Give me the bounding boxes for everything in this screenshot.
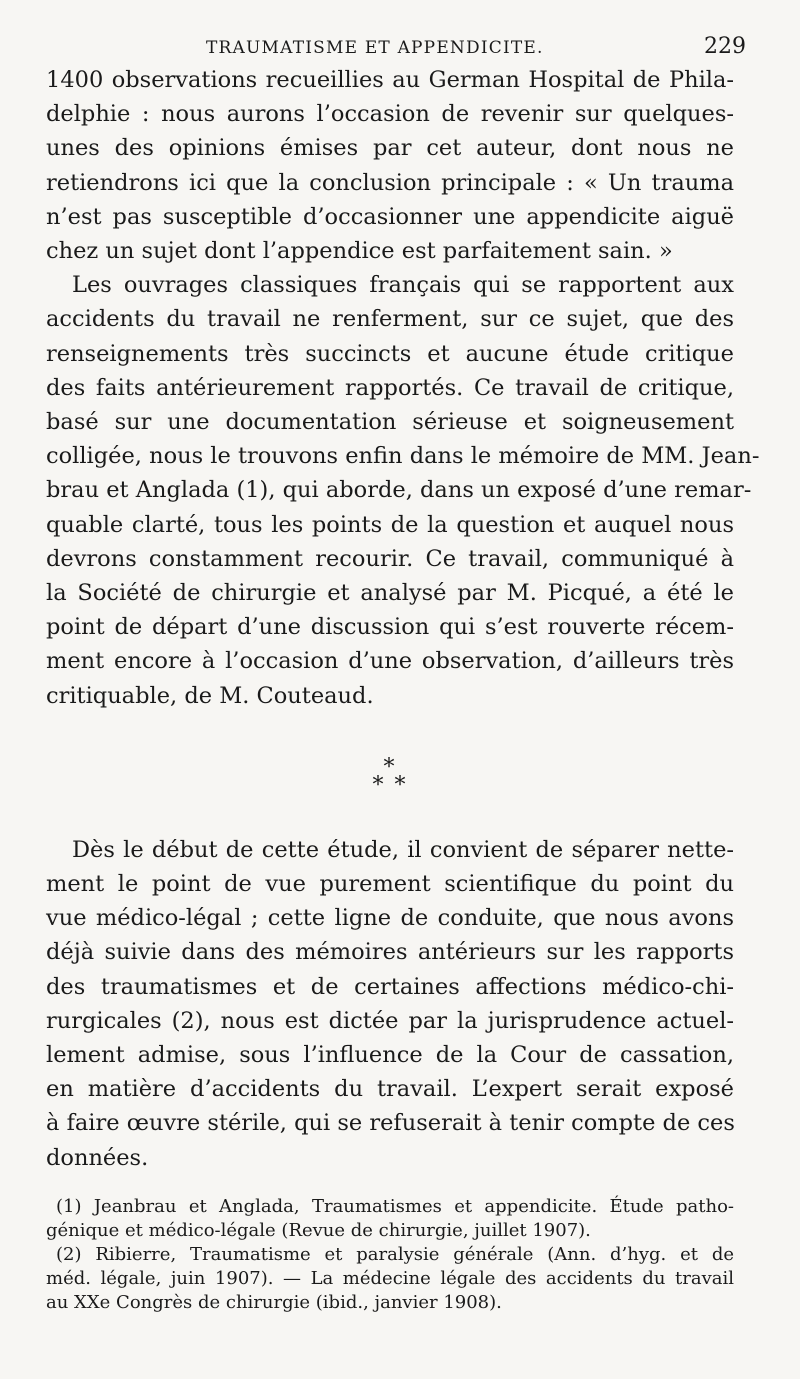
text-line: la Société de chirurgie et analysé par M. Picqué, a été le — [46, 580, 734, 607]
text-line: critiquable, de M. Couteaud. — [46, 682, 374, 709]
text-line: des faits antérieurement rapportés. Ce travail de critique, — [46, 374, 734, 401]
text-line: devrons constamment recourir. Ce travail, communiqué à — [46, 545, 734, 572]
footnote-line: (1) Jeanbrau et Anglada, Traumatismes et appendicite. Étude patho- — [56, 1195, 734, 1217]
page-header — [206, 34, 746, 59]
text-line: des traumatismes et de certaines affections médico-chi- — [46, 973, 734, 1000]
text-line: ment le point de vue purement scientifique du point du — [46, 871, 734, 898]
page-number: 229 — [704, 34, 746, 59]
footnote-line: méd. légale, juin 1907). — La médecine légale des accidents du travail — [46, 1267, 734, 1289]
text-line: ment encore à l’occasion d’une observation, d’ailleurs très — [46, 648, 734, 675]
paragraph — [46, 63, 734, 268]
text-line: n’est pas susceptible d’occasionner une appendicite aiguë — [46, 203, 734, 230]
text-line: colligée, nous le trouvons enfin dans le mémoire de MM. Jean- — [46, 443, 760, 470]
section-separator — [46, 754, 734, 798]
text-line: à faire œuvre stérile, qui se refuserait à tenir compte de ces — [46, 1110, 735, 1137]
text-line: unes des opinions émises par cet auteur, dont nous ne — [46, 135, 734, 162]
text-line: basé sur une documentation sérieuse et soigneusement — [46, 409, 734, 436]
footnote-line: (2) Ribierre, Traumatisme et paralysie générale (Ann. d’hyg. et de — [56, 1243, 734, 1265]
text-line: données. — [46, 1144, 149, 1171]
text-line: chez un sujet dont l’appendice est parfaitement sain. » — [46, 238, 673, 265]
footnote-line: au XXe Congrès de chirurgie (ibid., janvier 1908). — [46, 1291, 502, 1313]
paragraph — [46, 833, 734, 1175]
footnote-line: génique et médico-légale (Revue de chirurgie, juillet 1907). — [46, 1219, 591, 1241]
text-line: renseignements très succincts et aucune étude critique — [46, 340, 734, 367]
body-text — [46, 63, 760, 1175]
text-line: 1400 observations recueillies au German Hospital de Phila- — [46, 67, 734, 93]
footnotes — [46, 1195, 734, 1315]
text-line: en matière d’accidents du travail. L’expert serait exposé — [46, 1076, 734, 1103]
text-line: vue médico-légal ; cette ligne de conduite, que nous avons — [46, 905, 734, 932]
text-line: accidents du travail ne renferment, sur ce sujet, que des — [46, 306, 734, 333]
text-line: brau et Anglada (1), qui aborde, dans un exposé d’une remar- — [46, 477, 752, 504]
text-line: quable clarté, tous les points de la question et auquel nous — [46, 511, 734, 538]
text-line: déjà suivie dans des mémoires antérieurs sur les rapports — [46, 939, 734, 966]
text-line: point de départ d’une discussion qui s’est rouverte récem- — [46, 614, 734, 641]
separator-stars-bottom: * * — [372, 772, 408, 798]
running-title: TRAUMATISME ET APPENDICITE. — [206, 38, 544, 58]
text-line: Dès le début de cette étude, il convient de séparer nette- — [72, 836, 734, 863]
text-line: rurgicales (2), nous est dictée par la jurisprudence actuel- — [46, 1007, 734, 1034]
separator-star-top: * — [383, 754, 397, 780]
text-line: Les ouvrages classiques français qui se rapportent aux — [72, 272, 734, 299]
text-line: retiendrons ici que la conclusion principale : « Un trauma — [46, 169, 734, 196]
paragraph — [46, 268, 760, 713]
text-line: delphie : nous aurons l’occasion de revenir sur quelques- — [46, 101, 734, 128]
text-line: lement admise, sous l’influence de la Cour de cassation, — [46, 1042, 734, 1069]
